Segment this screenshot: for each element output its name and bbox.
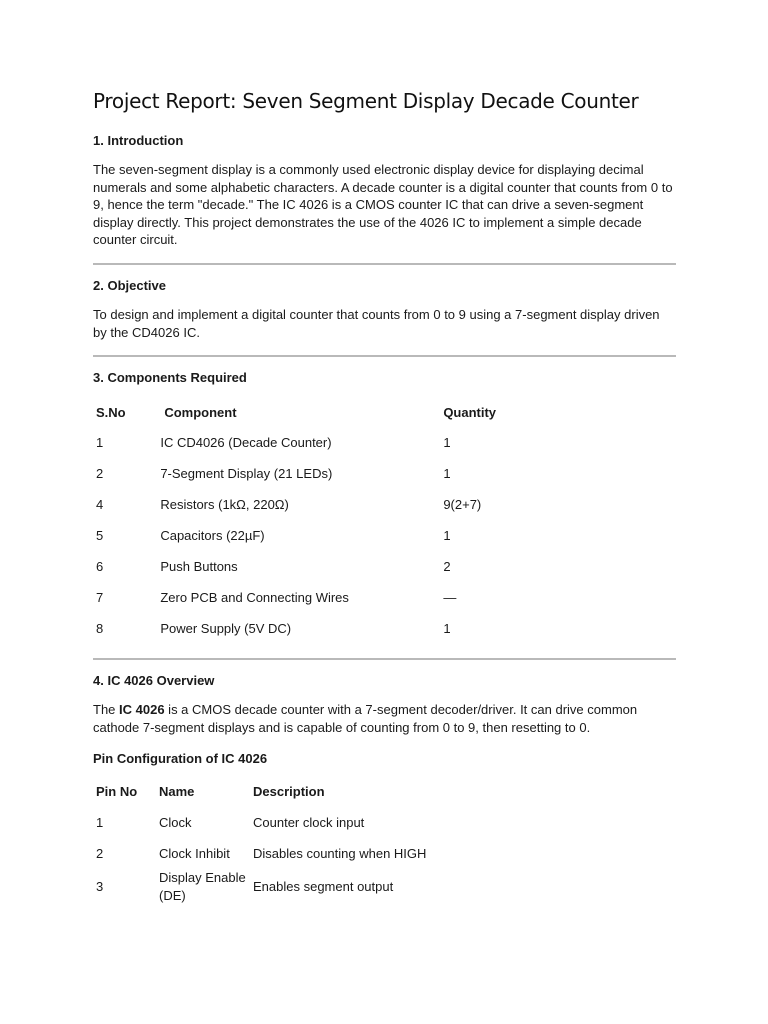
cell-pin-description: Enables segment output — [253, 879, 394, 895]
cell-component: Power Supply (5V DC) — [160, 621, 292, 637]
overview-text-suffix: is a CMOS decade counter with a 7-segment decoder/driver. It can drive common cathode 7-segment displays and is capable of counting from 0 to 9, then resetting to 0. — [93, 702, 638, 735]
cell-pin-no: 1 — [96, 815, 104, 831]
cell-quantity: 1 — [443, 466, 451, 482]
table-row — [93, 613, 513, 644]
column-header-description: Description — [253, 784, 325, 800]
objective-heading: 2. Objective — [93, 277, 166, 293]
table-row — [93, 427, 513, 458]
cell-pin-no: 2 — [96, 846, 104, 862]
column-header-name: Name — [159, 784, 195, 800]
overview-heading: 4. IC 4026 Overview — [93, 673, 215, 689]
column-header-sno: S.No — [96, 404, 126, 420]
section-divider — [93, 355, 676, 357]
cell-pin-name: Clock Inhibit — [159, 846, 230, 862]
table-row — [93, 458, 513, 489]
cell-sno: 5 — [96, 528, 104, 544]
cell-pin-no: 3 — [96, 879, 104, 895]
pin-configuration-heading: Pin Configuration of IC 4026 — [93, 751, 268, 767]
cell-pin-description: Disables counting when HIGH — [253, 846, 427, 862]
cell-quantity: 1 — [443, 621, 451, 637]
overview-paragraph — [93, 701, 676, 736]
pins-header-row — [93, 776, 453, 807]
overview-text-bold: IC 4026 — [119, 702, 165, 718]
components-header-row — [93, 397, 513, 427]
objective-paragraph: To design and implement a digital counter that counts from 0 to 9 using a 7-segment display driven by the CD4026 IC. — [93, 306, 660, 340]
section-divider — [93, 658, 676, 660]
components-heading: 3. Components Required — [93, 370, 247, 386]
section-divider — [93, 263, 676, 265]
cell-component: Zero PCB and Connecting Wires — [160, 590, 349, 606]
introduction-paragraph: The seven-segment display is a commonly used electronic display device for displaying decimal numerals and some alphabetic characters. A decade counter is a digital counter that counts from 0 to 9, hence the term "decade." The IC 4026 is a CMOS counter IC that can drive a seven-segment display directly. This project demonstrates the use of the 4026 IC to implement a simple decade counter circuit. — [93, 162, 673, 248]
cell-sno: 2 — [96, 466, 104, 482]
table-row — [93, 520, 513, 551]
cell-pin-name: Clock — [159, 815, 192, 831]
cell-quantity: 1 — [443, 528, 451, 544]
page-title: Project Report: Seven Segment Display Decade Counter — [93, 89, 639, 113]
cell-sno: 1 — [96, 435, 104, 451]
introduction-heading: 1. Introduction — [93, 133, 184, 148]
cell-sno: 8 — [96, 621, 104, 637]
cell-sno: 7 — [96, 590, 104, 606]
cell-component: Resistors (1kΩ, 220Ω) — [160, 497, 289, 513]
table-row — [93, 582, 513, 613]
column-header-pin-no: Pin No — [96, 784, 138, 800]
cell-quantity: 2 — [443, 559, 451, 575]
table-row — [93, 807, 453, 838]
pin-configuration-table — [93, 776, 453, 905]
cell-pin-name: Display Enable (DE) — [159, 870, 246, 904]
cell-component: IC CD4026 (Decade Counter) — [160, 435, 332, 451]
cell-component: Capacitors (22µF) — [160, 528, 265, 544]
column-header-quantity: Quantity — [443, 404, 497, 420]
table-row — [93, 838, 453, 869]
column-header-component: Component — [164, 404, 237, 420]
cell-quantity: 1 — [443, 435, 451, 451]
table-row — [93, 551, 513, 582]
cell-sno: 6 — [96, 559, 104, 575]
cell-quantity: — — [443, 590, 457, 606]
cell-quantity: 9(2+7) — [443, 497, 482, 513]
cell-component: 7-Segment Display (21 LEDs) — [160, 466, 333, 482]
cell-component: Push Buttons — [160, 559, 238, 575]
table-row — [93, 489, 513, 520]
cell-sno: 4 — [96, 497, 104, 513]
table-row — [93, 869, 453, 905]
overview-text-prefix: The — [93, 702, 120, 718]
components-table — [93, 397, 513, 644]
cell-pin-description: Counter clock input — [253, 815, 365, 831]
